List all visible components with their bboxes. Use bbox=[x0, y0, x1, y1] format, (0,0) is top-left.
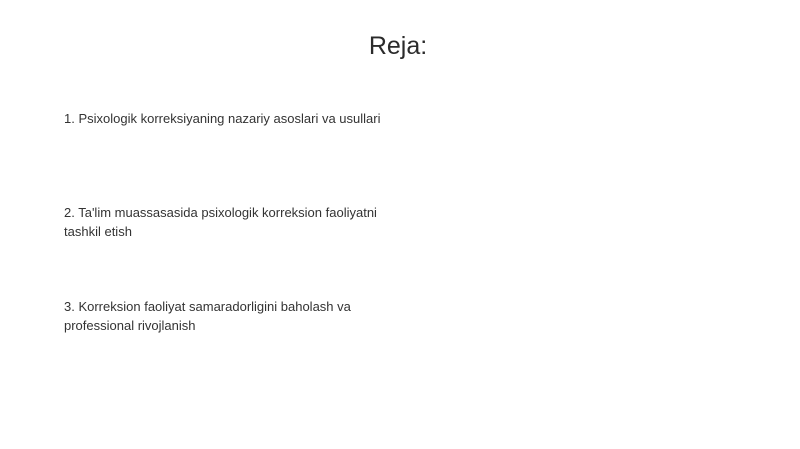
agenda-item-1: 1. Psixologik korreksiyaning nazariy asoslari va usullari bbox=[64, 111, 381, 126]
agenda-item-3: 3. Korreksion faoliyat samaradorligini baholash va professional rivojlanish bbox=[64, 299, 351, 333]
agenda-item-2: 2. Ta'lim muassasasida psixologik korreksion faoliyatni tashkil etish bbox=[64, 205, 377, 239]
slide-title: Reja: bbox=[368, 32, 428, 60]
